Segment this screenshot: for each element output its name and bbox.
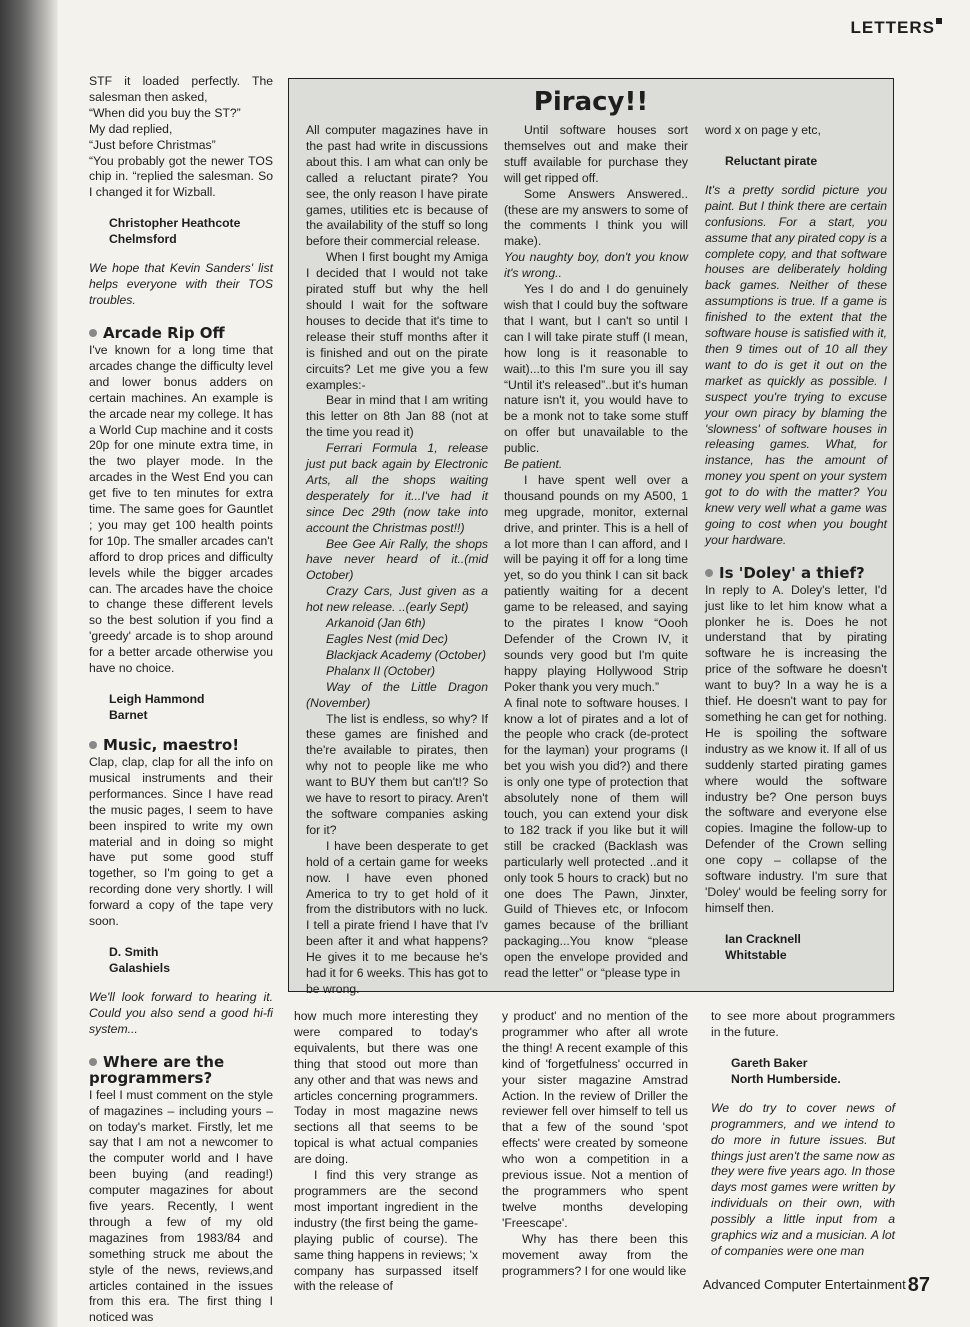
game-entry: Bee Gee Air Rally, the shops have never heard of it..(mid October) (306, 536, 488, 583)
letter-text: “When did you buy the ST?” (89, 105, 241, 120)
letter-text: Until software houses sort themselves out and make their stuff available for purchase they will get ripped off. (504, 123, 688, 185)
bottom-column-3 (502, 1009, 688, 1279)
letter-text: All computer magazines have in the past had write in discussions about this. I am what can only be called a reluctant pirate? You see, the only reason I have pirate games, utilities etc is because of the availability of the stuff so long before their commercial release. (306, 123, 488, 249)
piracy-letter-box (288, 78, 894, 996)
letter-text: how much more interesting they were compared to today's equivalents, but there was one thing that stood out more than any other and that was news and articles concerning programmers. Today in most magazine news sections all that seems to be topical is what actual companies are doing. (294, 1009, 478, 1167)
signature: Christopher Heathcote Chelmsford (109, 216, 241, 247)
letter-text: Yes I do and I do genuinely wish that I could buy the software that I want, but I can't so until I can I will take pirate stuff (I mean, how long is it reasonable to wait)...to this I'm sure you ill say “Until it's released”..but it's human nature isn't it, you would have to be a monk not to take some stuff on offer but unavailable to the public. (504, 282, 688, 456)
corner-mark-icon (936, 18, 942, 24)
letter-text: Clap, clap, clap for all the info on musical instruments and their performances. Since I have read the music pages, I seem to have been inspired to write my own material and in doing so might have put some good stuff together, so I'm going to get a recording done very shortly. I will forward a copy of the tape very soon. (89, 755, 273, 929)
letter-text: word x on page y etc, (705, 123, 821, 137)
editor-reply: It's a pretty sordid picture you paint. But I think there are certain confusions. For a start, you assume that any pirated copy is a complete copy, and that software houses are deliberately holding back games. Neither of these assumptions is true. If a game is finished to the extent that the software house is satisfied with it, then 9 times out of 10 all they want to do is get it out on the market as quickly as possible. I suspect you're trying to excuse your own piracy by blaming the 'slowness' of software houses in releasing games. What, for instance, has the amount of money you spent on your system got to do with the matter? You knew very well what a game was going to cost when you bought your hardware. (705, 182, 887, 547)
magazine-name: Advanced Computer Entertainment (702, 1277, 906, 1292)
signature: Gareth Baker North Humberside. (731, 1055, 841, 1086)
game-entry: Phalanx II (October) (326, 663, 436, 678)
letter-heading: Music, maestro! (89, 737, 273, 753)
signature: D. Smith Galashiels (109, 944, 170, 975)
letter-heading: Arcade Rip Off (89, 325, 273, 341)
section-header (851, 18, 942, 38)
box-column-1 (306, 123, 488, 998)
game-list (306, 441, 488, 711)
letter-text: In reply to A. Doley's letter, I'd just like to let him know what a plonker he is. Does he not understand that by pirating software he is increasing the price of the software he doesn't want to buy? In a way he is a thief. He doesn't want to pay for something he can get for nothing. He is spoiling the software industry as we know it. If all of us suddenly started pirating games where would the software industry be? One person buys the software and everyone else copies. Imagine the follow-up to Defender of the Crown selling one copy – collapse of the software industry. I'm sure that 'Doley' would be feeling sorry for himself then. (705, 582, 887, 915)
letter-text: I have spent well over a thousand pounds on my A500, 1 meg upgrade, monitor, external drive, and printer. This is a hell of a lot more than I can afford, and I will be paying it off for a long time yet, so do you think I can sit back patiently waiting for a decent game to be released, and saying to the pirates I know “Oooh Defender of the Crown IV, it sounds very good but I'm quite happy playing Hollywood Strip Poker thank you very much.” (504, 472, 688, 694)
letter-text: My dad replied, (89, 121, 173, 136)
letter-text: Bear in mind that I am writing this letter on 8th Jan 88 (not at the time you read it) (306, 393, 488, 440)
page-number: 87 (907, 1274, 930, 1296)
editor-reply: We'll look forward to hearing it. Could you also send a good hi-fi system... (89, 989, 273, 1036)
bottom-column-2 (294, 1009, 478, 1295)
section-title: LETTERS (850, 18, 935, 37)
letter-text: The list is endless, so why? If these games are finished and the're available to pirates, then why not to people like me who want to BUY them but can't!? So we have to resort to piracy. Aren't the software companies asking for it? (306, 711, 488, 837)
game-entry: Eagles Nest (mid Dec) (326, 632, 448, 646)
editor-reply: We hope that Kevin Sanders' list helps everyone with their TOS troubles. (89, 261, 273, 308)
game-entry: Way of the Little Dragon (November) (306, 679, 488, 710)
letter-text: When I first bought my Amiga I decided that I would not take pirated stuff but why the hell should I wait for the software houses to decide that it's time to release their stuff months after it is finished and out on the pirate circuits? Let me give you a few examples:- (306, 250, 488, 392)
bullet-icon (89, 1058, 97, 1066)
bullet-icon (89, 741, 97, 749)
game-entry: Crazy Cars, Just given as a hot new release. ..(early Sept) (306, 584, 488, 615)
bottom-column-4 (711, 1009, 895, 1260)
game-entry: Ferrari Formula 1, release just put back again by Electronic Arts, all the shops waiting desperately for it...I've had it since Dec 29th (now take into account the Christmas post!!) (306, 441, 488, 535)
letter-text: “Just before Christmas” (89, 137, 216, 152)
letter-text: Why has there been this movement away from the programmers? I for one would like (502, 1231, 688, 1278)
game-entry: Blackjack Academy (October) (326, 647, 487, 662)
letter-text: I've known for a long time that arcades change the difficulty level and lower bonus adders on certain machines. An example is the arcade near my college. It has a World Cup machine and it costs 20p for one minute extra time, in the two player mode. In the arcades in the West End you can get five to ten minutes for extra time. The same goes for Gauntlet ; you may get 100 health points for 10p. The smaller arcades can't afford to drop prices and difficulty levels while the bigger arcades can. The arcades have the choice to change these different levels so the best solution if you find a 'greedy' arcade is to shop around for a better arcade otherwise you have no choice. (89, 342, 273, 676)
box-column-3 (705, 123, 887, 977)
letter-text: I have been desperate to get hold of a certain game for weeks now. I have even phoned America to try to get hold of it from the distributors with no luck. I tell a pirate friend I have that I'v been after it and what happens? He gives it to me because he's had it for 6 weeks. This has got to be wrong. (306, 838, 489, 996)
box-column-2 (504, 123, 688, 982)
letter-text: I feel I must comment on the style of magazines – including yours – on today's market. Firstly, let me say that I am not a newcomer to the computer world and I have been buying (and reading!) computer magazines for about five years. Recently, I went through a few of my old magazines from 1983/84 and something struck me about the style of the news, reviews,and articles contained in the issues from this era. The first thing I noticed was (89, 1087, 273, 1325)
box-title: Piracy!! (533, 87, 649, 117)
letter-text: Some Answers Answered.. (these are my answers to some of the comments I think you will make). (504, 186, 688, 249)
left-column (89, 74, 273, 1326)
letter-text: STF it loaded perfectly. The salesman then asked, (89, 74, 273, 104)
page-spine-shadow (0, 0, 58, 1327)
editor-reply: We do try to cover news of programmers, and we intend to do more in future issues. But things just aren't the same now as they were five years ago. In those days most games were written by individuals on their own, with possibly a little input from a graphics wiz and a musician. A lot of companies were one man (711, 1100, 895, 1258)
bullet-icon (89, 329, 97, 337)
bullet-icon (705, 569, 713, 577)
letter-text: to see more about programmers in the future. (711, 1009, 895, 1039)
letter-heading: Where are the programmers? (89, 1052, 225, 1087)
page-footer (703, 1274, 930, 1297)
signature: Ian Cracknell Whitstable (725, 931, 801, 962)
signature: Leigh Hammond Barnet (109, 692, 205, 722)
signature: Reluctant pirate (725, 153, 818, 168)
letter-text: A final note to software houses. I know a lot of pirates and a lot of the people who crack (de-protect for the layman) your programs (I bet you wish you did?) and there is only one type of protection that absolutely none of them will touch, you can extend your disk to 182 track if you like but it will still be cracked (Backlash was particularly well protected ..and it only took 5 hours to crack) but no one does The Pawn, Jinxter, Guild of Thieves etc, or Infocom games because of the brilliant packaging...You know “please open the envelope provided and read the letter” or “please type in (504, 695, 688, 981)
game-entry: Arkanoid (Jan 6th) (326, 616, 426, 631)
letter-heading: Is 'Doley' a thief? (705, 565, 887, 581)
letter-text: You naughty boy, don't you know it's wrong.. (504, 250, 688, 281)
letter-text: “You probably got the newer TOS chip in. “replied the salesman. So I changed it for Wizball. (89, 153, 273, 200)
letter-text: y product' and no mention of the programmer who after all wrote the thing! A recent example of this kind of 'forgetfulness' occurred in your sister magazine Amstrad Action. In the review of Driller the reviewer fell over himself to tell us that a few of the sound 'spot effects' were created by someone who won a competition in a previous issue. Not a mention of the programmers who spent twelve months developing 'Freescape'. (502, 1009, 688, 1230)
letter-text: I find this very strange as programmers are the second most important ingredient in the industry (the first being the game-playing public of course). The same thing happens in reviews; 'x company has surpassed itself with the release of (294, 1168, 478, 1294)
letter-text: Be patient. (504, 457, 563, 472)
